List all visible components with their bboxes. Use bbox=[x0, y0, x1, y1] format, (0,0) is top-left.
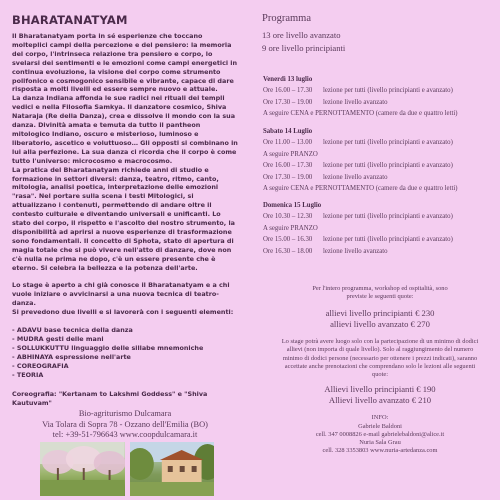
activity: lezione per tutti (livello principianti e avanzato) bbox=[323, 162, 453, 170]
schedule-friday bbox=[263, 74, 498, 120]
pricing-info bbox=[262, 285, 498, 456]
page-title: BHARATANATYAM bbox=[12, 13, 128, 27]
schedule-row bbox=[263, 234, 498, 245]
list-item: - MUDRA gesti delle mani bbox=[12, 334, 104, 343]
contact-line: INFO: bbox=[371, 414, 389, 422]
time: Ore 16.30 – 18.00 bbox=[263, 247, 313, 255]
list-item: - ABHINAYA espressione nell'arte bbox=[12, 352, 131, 361]
price-line: allievi livello principianti € 230 bbox=[325, 307, 435, 318]
pricing-intro: Per l'intero programma, workshop ed ospitalità, sono previste le seguenti quote: bbox=[312, 285, 448, 301]
program-line: 9 ore livello principianti bbox=[262, 43, 346, 53]
farmhouse-photo bbox=[130, 442, 215, 496]
time: Ore 15.00 – 16.30 bbox=[263, 236, 313, 244]
intro-text: Si prevedono due livelli e si lavorerà con i seguenti elementi: bbox=[12, 307, 234, 316]
schedule-row bbox=[263, 160, 498, 171]
venue-block bbox=[0, 409, 250, 441]
schedule-row bbox=[263, 97, 498, 108]
schedule-row bbox=[263, 172, 498, 183]
schedule-sunday bbox=[263, 200, 498, 257]
activity: lezione per tutti (livello principianti e avanzato) bbox=[323, 87, 453, 95]
elements-list bbox=[12, 326, 238, 379]
time: Ore 17.30 – 19.00 bbox=[263, 98, 313, 106]
list-item: - ADAVU base tecnica della danza bbox=[12, 326, 133, 334]
price-line: Allievi livello principianti € 190 bbox=[324, 383, 436, 394]
time: Ore 16.00 – 17.30 bbox=[263, 87, 313, 95]
program-title: Programma bbox=[262, 13, 311, 24]
time: Ore 17.30 – 19.00 bbox=[263, 173, 313, 181]
venue-address: Via Tolara di Sopra 78 - Ozzano dell'Emilia (BO) bbox=[42, 419, 208, 429]
list-item: - COREOGRAFIA bbox=[12, 361, 69, 370]
intro-text: Lo stage è aperto a chi già conosce il Bharatanatyam e a chi vuole iniziare o avvicinarsi a una nuova tecnica di teatro-danza. bbox=[12, 281, 230, 307]
contact-line: cell. 328 3353803 www.nuria-artedanza.com bbox=[322, 447, 438, 455]
price-line: Allievi livello avanzato € 210 bbox=[328, 395, 432, 406]
schedule-row bbox=[263, 211, 498, 222]
activity: lezione per tutti (livello principianti e avanzato) bbox=[323, 236, 453, 244]
time: Ore 10.30 – 12.30 bbox=[263, 213, 313, 221]
list-item: - SOLLUKKUTTU linguaggio delle sillabe mnemoniche bbox=[12, 343, 204, 352]
paragraph: La pratica del Bharatanatyam richiede anni di studio e formazione in settori diversi: danza, teatro, ritmo, canto, mitologia, analisi poetica, interpretazione delle emozioni "rasa". Nel portare sulla scena i testi Mitologici, si attualizzano i contenuti, permettendo di andare oltre il contesto culturale e diventando universali e unificanti. Lo stato del corpo, il rispetto e l'ascolto del nostro strumento, la disponibilità ad aprirsi a nuove esperienze di trasformazione sono fondamentali. Il concetto di Sphota, stato di apertura di magia totale che si può vivere nell'atto di danzare, dove non c'è nulla ne prima ne dopo, c'è un essere presente che è eterno. Si celebra la bellezza e la potenza dell'arte. bbox=[12, 165, 235, 272]
photo-strip bbox=[40, 442, 214, 496]
activity: lezione livello avanzato bbox=[323, 247, 388, 255]
activity: lezione per tutti (livello principianti e avanzato) bbox=[323, 213, 453, 221]
time: Ore 16.00 – 17.30 bbox=[263, 162, 313, 170]
program-line: 13 ore livello avanzato bbox=[262, 30, 341, 40]
price-line: allievi livello avanzato € 270 bbox=[330, 319, 430, 330]
contact-line: cell. 347 0008826 e-mail gabrielebaldoni@alice.it bbox=[315, 430, 445, 438]
schedule-row bbox=[263, 137, 498, 148]
paragraph: La danza Indiana affonda le sue radici nei rituali dei templi vedici e nella Filosofia Samkya. Il danzatore cosmico, Shiva Nataraja (Re della Danza), crea e dissolve il mondo con la sua danza. Divinità amata e temuta da tutto il pantheon mitologico Indiano, oscuro e misterioso, luminoso e liberatorio, ascetico e voluttuoso… Gli opposti si combinano in lui alla perfezione. La sua danza ci ricorda che il corpo è come tutto l'universo: microcosmo e macrocosmo. bbox=[12, 94, 238, 165]
schedule-row bbox=[263, 85, 498, 96]
venue-contact: tel: +39-51-796643 www.coopdulcamara.it bbox=[52, 430, 198, 440]
contact-line: Nuria Sala Grau bbox=[359, 439, 401, 447]
intro-block bbox=[12, 281, 238, 317]
list-item: - TEORIA bbox=[12, 370, 44, 379]
note: A seguire CENA e PERNOTTAMENTO (camere da due e quattro letti) bbox=[263, 110, 458, 118]
day-heading: Venerdì 13 luglio bbox=[263, 76, 313, 83]
activity: lezione per tutti (livello principianti e avanzato) bbox=[323, 139, 453, 147]
choreography-text: Coreografia: "Kertanam to Lakshmi Goddess" e "Shiva Kautuvam" bbox=[12, 390, 208, 407]
orchard-photo bbox=[40, 442, 125, 496]
activity: lezione livello avanzato bbox=[323, 173, 388, 181]
activity: lezione livello avanzato bbox=[323, 98, 388, 106]
lessons-text: Lo stage potrà avere luogo solo con la partecipazione di un minimo di dodici allievi (non importa di quale livello). Solo al raggiungimento del numero minimo di dodici persone (necessario per ottenere i prezzi indicati), saranno accettate anche prenotazioni che comprendano solo le lezioni alle seguenti quote: bbox=[281, 338, 479, 379]
contact-line: Gabriele Baldoni bbox=[358, 422, 402, 430]
description-block bbox=[12, 32, 238, 272]
time: Ore 11.00 – 13.00 bbox=[263, 139, 313, 147]
day-heading: Sabato 14 Luglio bbox=[263, 128, 313, 135]
schedule-saturday bbox=[263, 126, 498, 194]
note: A seguire PRANZO bbox=[263, 150, 318, 158]
note: A seguire PRANZO bbox=[263, 224, 318, 232]
note: A seguire CENA e PERNOTTAMENTO (camere da due e quattro letti) bbox=[263, 185, 458, 193]
schedule-row bbox=[263, 246, 498, 257]
paragraph: Il Bharatanatyam porta in sé esperienze che toccano molteplici campi della percezione e del pensiero: la memoria del corpo, l'intrinseca relazione tra pensiero e corpo, lo svelarsi dei sentimenti e le emozioni come campi energetici in continua evoluzione, la visione del corpo come strumento polifonico e cosmogonico sensibile e vibrante, capace di dare risposta a molti livelli ed essere sempre nuovo e attuale. bbox=[12, 32, 238, 94]
venue-name: Bio-agriturismo Dulcamara bbox=[78, 409, 172, 418]
day-heading: Domenica 15 Luglio bbox=[263, 202, 322, 209]
